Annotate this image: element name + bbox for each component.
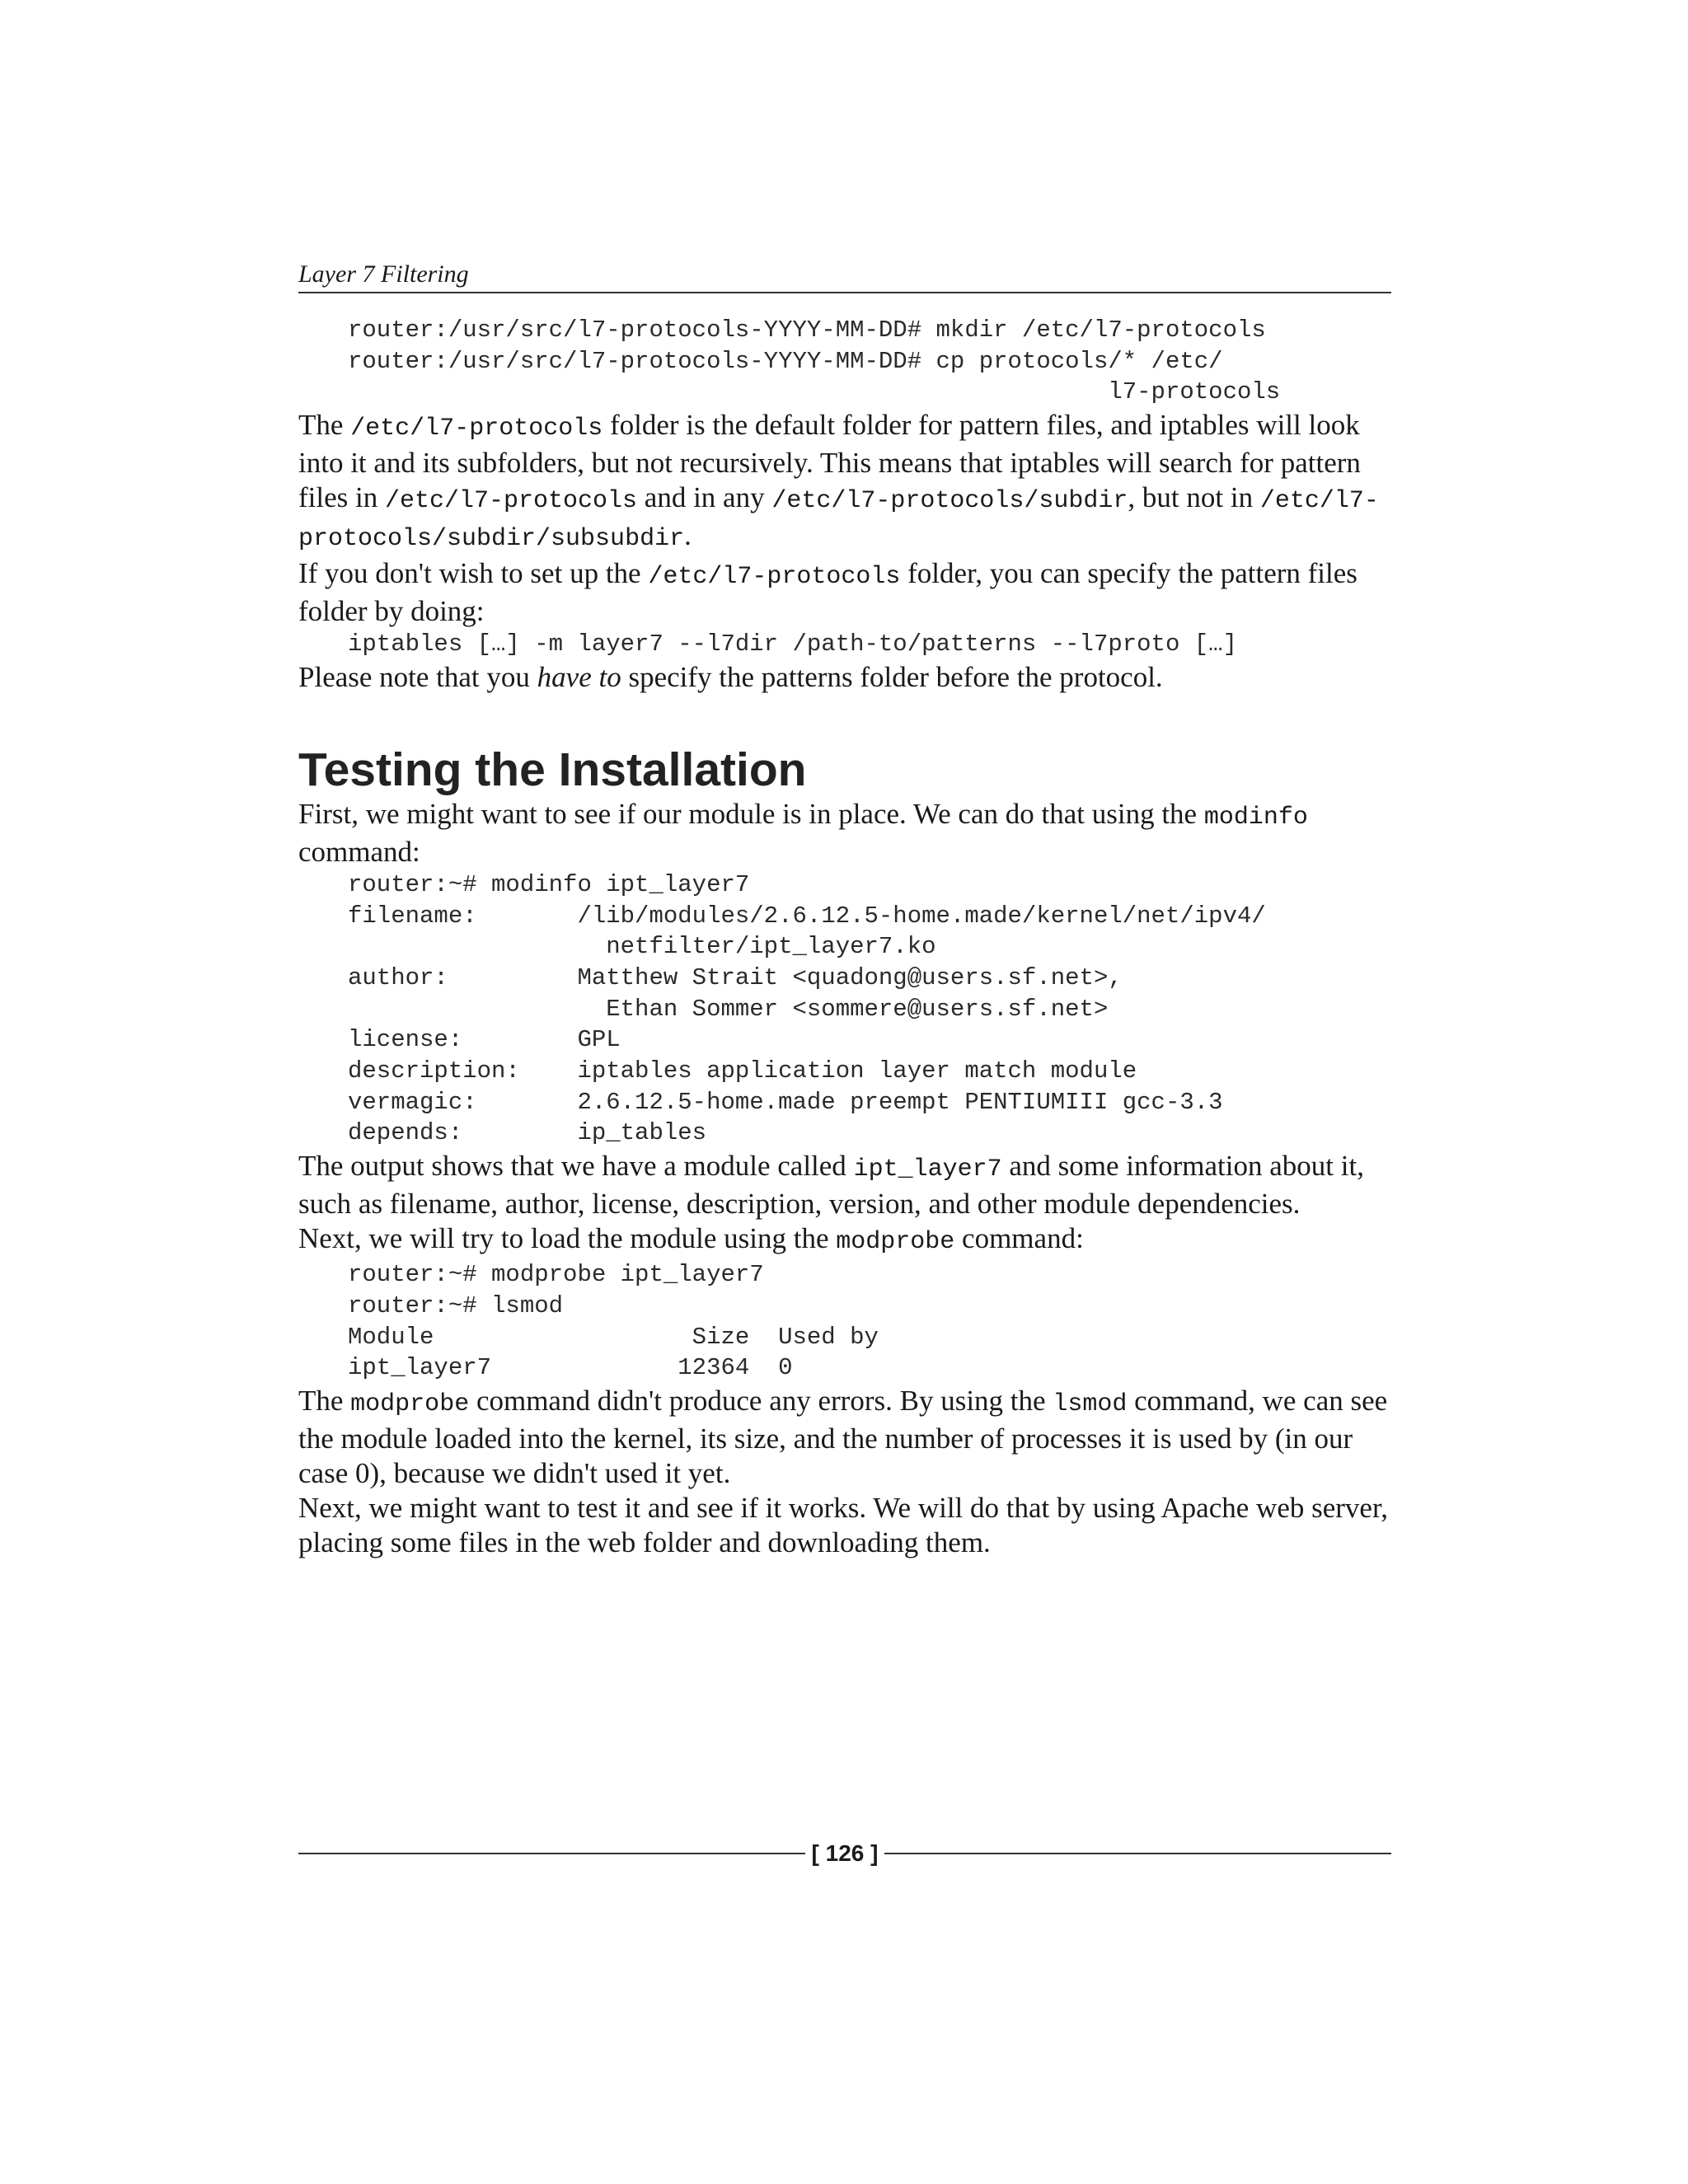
text-span: The	[298, 1384, 351, 1417]
paragraph-lsmod-explanation	[298, 1384, 1391, 1491]
text-span: Next, we might want to test it and see if it works. We will do that by using Apache web server, placing some files in the web folder and downloading them.	[298, 1491, 1388, 1558]
page-content	[298, 315, 1391, 1560]
inline-code: /etc/l7-protocols/subdir/subsubdir	[298, 487, 1379, 554]
code-block-iptables: iptables […] -m layer7 --l7dir /path-to/patterns --l7proto […]	[348, 630, 1237, 658]
paragraph-modprobe-intro	[298, 1221, 1391, 1259]
code-block-lsmod: router:~# modprobe ipt_layer7 router:~# lsmod Module Size Used by ipt_layer7 12364 0	[348, 1261, 879, 1382]
paragraph-default-folder	[298, 408, 1391, 556]
text-span: and some information about it, such as filename, author, license, description, version, and other module dependencies.	[298, 1150, 1364, 1221]
text-span: command:	[954, 1222, 1084, 1255]
code-block-modinfo: router:~# modinfo ipt_layer7 filename: /lib/modules/2.6.12.5-home.made/kernel/net/ipv4/ netfilter/ipt_layer7.ko author: Matthew Strait <quadong@users.sf.net>, Ethan Sommer <sommere@users.sf.net> license: GPL description: iptables application layer match module vermagic: 2.6.12.5-home.made preempt PENTIUMIII gcc-3.3 depends: ip_tables	[348, 870, 1266, 1147]
inline-code: /etc/l7-protocols/subdir	[771, 487, 1128, 516]
inline-code: ipt_layer7	[853, 1155, 1002, 1184]
inline-code: /etc/l7-protocols	[648, 563, 901, 592]
running-head: Layer 7 Filtering	[298, 260, 469, 288]
text-span: command:	[298, 835, 420, 868]
text-span: folder, you can specify the pattern files folder by doing:	[298, 557, 1357, 628]
text-span: specify the patterns folder before the protocol.	[621, 660, 1163, 693]
text-span: folder is the default folder for pattern files, and iptables will look into it and its subfolders, but not recursively. This means that iptables will search for pattern files in	[298, 409, 1361, 514]
text-span: Please note that you	[298, 660, 537, 693]
page-footer	[298, 1840, 1391, 1868]
inline-code: /etc/l7-protocols	[350, 415, 603, 443]
inline-code: lsmod	[1053, 1390, 1128, 1418]
text-span: command didn't produce any errors. By using the	[469, 1384, 1053, 1417]
text-span: , but not in	[1128, 481, 1260, 514]
inline-code: modprobe	[350, 1390, 470, 1418]
text-span: command, we can see the module loaded into the kernel, its size, and the number of processes it is used by (in our case 0), because we didn't used it yet.	[298, 1384, 1388, 1489]
text-span: The	[298, 409, 351, 442]
inline-code: /etc/l7-protocols	[384, 487, 638, 516]
inline-code: modinfo	[1203, 803, 1308, 832]
paragraph-modinfo-intro	[298, 797, 1391, 869]
code-block-copy-protocols: router:/usr/src/l7-protocols-YYYY-MM-DD# mkdir /etc/l7-protocols router:/usr/src/l7-protocols-YYYY-MM-DD# cp protocols/* /etc/ l7-protocols	[348, 316, 1281, 406]
text-span: and in any	[637, 481, 772, 514]
inline-code: modprobe	[836, 1228, 955, 1257]
footer-rule-left	[298, 1853, 805, 1854]
emphasis: have to	[537, 660, 621, 693]
text-span: The output shows that we have a module called	[298, 1150, 854, 1183]
paragraph-apache-test	[298, 1491, 1391, 1560]
text-span: First, we might want to see if our module is in place. We can do that using the	[298, 797, 1204, 830]
paragraph-custom-folder	[298, 556, 1391, 629]
text-span: If you don't wish to set up the	[298, 557, 649, 590]
text-span: .	[684, 519, 692, 552]
header-rule	[298, 292, 1391, 293]
paragraph-output-explanation	[298, 1149, 1391, 1221]
text-span: Next, we will try to load the module using the	[298, 1222, 837, 1255]
section-heading: Testing the Installation	[298, 743, 807, 796]
paragraph-note	[298, 660, 1391, 695]
page-number: [ 126 ]	[811, 1840, 879, 1866]
footer-rule-right	[884, 1853, 1391, 1854]
